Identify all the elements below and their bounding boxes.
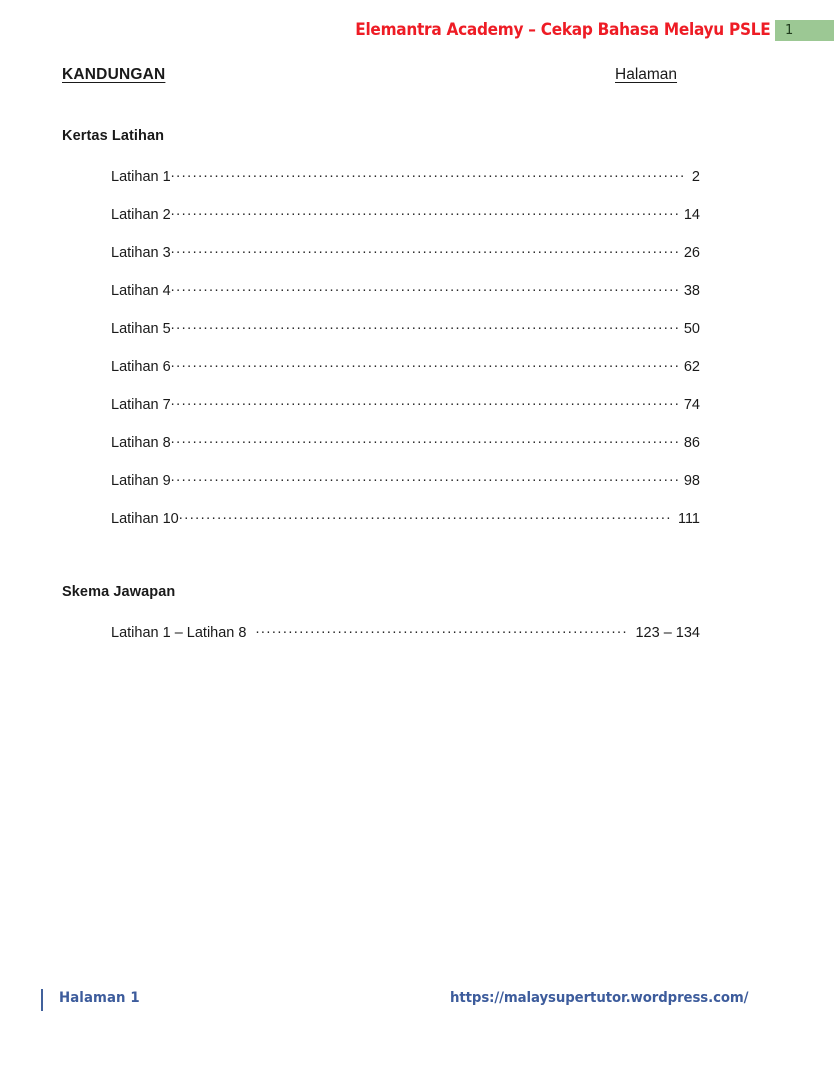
footer-page-label: Halaman 1 <box>59 990 140 1006</box>
toc-entry-page-number: 26 <box>683 244 700 261</box>
toc-entry-label: Latihan 8 <box>111 434 171 451</box>
footer-divider-bar <box>41 989 43 1011</box>
toc-dot-leader <box>171 242 678 257</box>
toc-entry[interactable] <box>111 204 700 226</box>
toc-entry-label: Latihan 2 <box>111 206 171 223</box>
toc-entry[interactable] <box>111 394 700 416</box>
toc-entry-page-number: 2 <box>691 168 700 185</box>
toc-entry[interactable] <box>111 280 700 302</box>
toc-entry[interactable] <box>111 508 700 530</box>
toc-entry-page-number: 50 <box>683 320 700 337</box>
toc-dot-leader <box>179 508 672 523</box>
toc-entry[interactable] <box>111 242 700 264</box>
toc-entry-page-number: 98 <box>683 472 700 489</box>
toc-dot-leader <box>171 318 678 333</box>
toc-dot-leader <box>171 394 678 409</box>
toc-entry-label: Latihan 5 <box>111 320 171 337</box>
header-page-number-box <box>775 20 834 41</box>
toc-entry-page-number: 86 <box>683 434 700 451</box>
toc-entry-page-number: 123 – 134 <box>635 624 700 641</box>
toc-heading-row <box>0 66 834 100</box>
toc-entry-label: Latihan 3 <box>111 244 171 261</box>
toc-entry-label: Latihan 7 <box>111 396 171 413</box>
toc-entry-page-number: 74 <box>683 396 700 413</box>
toc-section-title: Kertas Latihan <box>62 128 165 144</box>
toc-entry[interactable] <box>111 166 700 188</box>
toc-dot-leader <box>171 280 678 295</box>
page-body <box>0 56 834 641</box>
toc-entry[interactable] <box>111 470 700 492</box>
toc-dot-leader <box>171 432 678 447</box>
toc-entry-label: Latihan 4 <box>111 282 171 299</box>
toc-dot-leader <box>255 622 629 637</box>
header-page-number: 1 <box>785 23 794 38</box>
toc-section-title: Skema Jawapan <box>62 584 176 600</box>
toc-entry-page-number: 62 <box>683 358 700 375</box>
toc-heading-kandungan: KANDUNGAN <box>62 66 166 83</box>
toc-entry-page-number: 111 <box>677 510 700 527</box>
toc-entry[interactable] <box>111 432 700 454</box>
toc-entry[interactable] <box>111 356 700 378</box>
document-header <box>0 0 834 56</box>
toc-entry-page-number: 38 <box>683 282 700 299</box>
toc-entry-label: Latihan 10 <box>111 510 179 527</box>
document-footer <box>0 986 834 1020</box>
footer-url-link[interactable]: https://malaysupertutor.wordpress.com/ <box>450 990 749 1006</box>
toc-entry[interactable] <box>111 622 700 644</box>
toc-dot-leader <box>171 166 686 181</box>
toc-entry-label: Latihan 1 <box>111 168 171 185</box>
toc-heading-halaman: Halaman <box>615 66 678 83</box>
toc-entry[interactable] <box>111 318 700 340</box>
toc-entry-page-number: 14 <box>683 206 700 223</box>
toc-entry-label: Latihan 6 <box>111 358 171 375</box>
toc-entry-label: Latihan 9 <box>111 472 171 489</box>
toc-dot-leader <box>171 356 678 371</box>
toc-entry-label: Latihan 1 – Latihan 8 <box>111 624 247 641</box>
toc-dot-leader <box>171 204 678 219</box>
toc-dot-leader <box>171 470 678 485</box>
header-title: Elemantra Academy – Cekap Bahasa Melayu PSLE <box>354 20 770 39</box>
